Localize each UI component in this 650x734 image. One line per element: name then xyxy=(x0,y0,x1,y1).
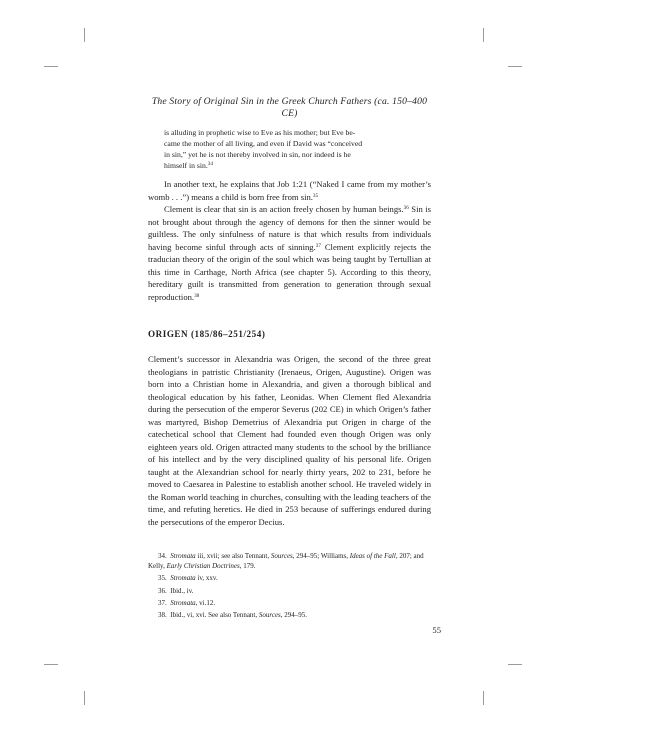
paragraph-origen: Clement’s successor in Alexandria was Origen, the second of the three great theologians in patristic Christianity (Irenaeus, Origen, Augustine). Origen was born into a Christian home in Alexandria, and given a thorough biblical and theological education by his father, Leonidas. When Clement fled Alexandria during the persecution of the emperor Severus (202 CE) in which Origen’s father was martyred, Bishop Demetrius of Alexandria put Origen in charge of the catechetical school that Clement had founded even though Origen was only eighteen years old. Origen attracted many students to the school by the brilliance of his intellect and by the very disciplined quality of his personal life. Origen taught at the Alexandrian school for nearly thirty years, 202 to 231, before he moved to Caesarea in Palestine to establish another school. He traveled widely in the Roman world teaching in churches, consulting with the leading teachers of the time, and refuting heretics. He died in 253 because of sufferings endured during the persecutions of the emperor Decius. xyxy=(148,354,431,527)
footnote-ref-34[interactable]: 34 xyxy=(207,161,213,167)
footnote-34 xyxy=(148,551,431,571)
section-heading-origen: ORIGEN (185/86–251/254) xyxy=(148,329,266,339)
paragraph-clement-sin-b: Sin is not brought about through the agency of demons for then the sinner would be guiltless. The only sinfulness of nature is that which results from individuals having become sinful through acts of sinning. xyxy=(148,204,431,252)
footnote-text: , vi.12. xyxy=(195,598,216,607)
footnote-text: iv, xxv. xyxy=(195,574,218,583)
footnote-text: iii, xvii; see also Tennant, xyxy=(195,552,271,560)
footnote-number: 34. xyxy=(158,552,167,560)
crop-mark-left-lower xyxy=(44,664,58,665)
paragraph-clement-sin-c: Clement explicitly rejects the traducian theory of the origin of the soul which was being taught by Tertullian at this time in Carthage, North Africa (see chapter 5). According to this theory, hereditary guilt is transmitted from generation to generation through sexual reproduction. xyxy=(148,241,431,302)
footnote-ref-36[interactable]: 36 xyxy=(403,205,409,211)
crop-mark-bottom-left xyxy=(84,691,85,705)
footnote-title: Sources xyxy=(258,611,281,620)
crop-mark-right-lower xyxy=(508,664,522,665)
footnote-37 xyxy=(148,598,431,608)
running-head: The Story of Original Sin in the Greek Church Fathers (ca. 150–400 CE) xyxy=(151,96,428,119)
paragraph-clement-sin xyxy=(148,203,431,303)
footnote-title: Early Christian Doctrines xyxy=(166,562,240,571)
footnote-title: Stromata xyxy=(170,552,196,560)
footnote-ref-37[interactable]: 37 xyxy=(315,242,321,249)
quote-line: came the mother of all living, and even if David was “conceived xyxy=(164,139,363,148)
paragraph-job xyxy=(148,178,431,203)
crop-mark-right-upper xyxy=(508,66,522,67)
footnote-text: , 179. xyxy=(239,562,256,571)
paragraph-job-text: In another text, he explains that Job 1:21 (“Naked I came from my mother’s womb . . .”) means a child is born free from sin. xyxy=(148,179,431,202)
footnote-text: Ibid., iv. xyxy=(170,586,194,595)
block-quote xyxy=(164,127,409,171)
footnote-number: 38. xyxy=(158,611,167,620)
footnote-36 xyxy=(148,586,431,596)
footnote-number: 36. xyxy=(158,586,167,595)
quote-line: in sin,” yet he is not thereby involved in sin, nor indeed is he xyxy=(164,150,351,159)
footnote-title: Ideas of the Fall xyxy=(349,552,396,560)
footnote-number: 37. xyxy=(158,598,167,607)
footnote-text: Ibid., vi, xvi. See also Tennant, xyxy=(170,611,259,620)
footnote-title: Stromata xyxy=(170,598,196,607)
book-page xyxy=(148,96,431,622)
footnote-text: , 294–95. xyxy=(280,611,308,620)
footnote-title: Stromata xyxy=(170,574,196,583)
crop-mark-left-upper xyxy=(44,66,58,67)
footnote-text: , 294–95; Williams, xyxy=(292,552,350,560)
footnote-title: Sources xyxy=(270,552,293,560)
crop-mark-bottom-right xyxy=(483,691,484,705)
quote-line: is alluding in prophetic wise to Eve as his mother; but Eve be- xyxy=(164,128,356,137)
page-number: 55 xyxy=(432,625,441,635)
quote-line xyxy=(164,160,409,171)
crop-mark-top-right xyxy=(483,28,484,42)
footnote-number: 35. xyxy=(158,574,167,583)
footnote-ref-38[interactable]: 38 xyxy=(194,292,200,299)
footnote-38 xyxy=(148,610,431,620)
crop-mark-top-left xyxy=(84,28,85,42)
quote-line-text: himself in sin. xyxy=(164,161,208,170)
footnote-ref-35[interactable]: 35 xyxy=(312,192,319,199)
footnote-35 xyxy=(148,573,431,583)
footnotes xyxy=(148,551,431,620)
main-text xyxy=(148,178,431,528)
footnote-text: , 207; and Kelly, xyxy=(148,552,424,571)
paragraph-clement-sin-a: Clement is clear that sin is an action freely chosen by human beings. xyxy=(164,204,404,214)
